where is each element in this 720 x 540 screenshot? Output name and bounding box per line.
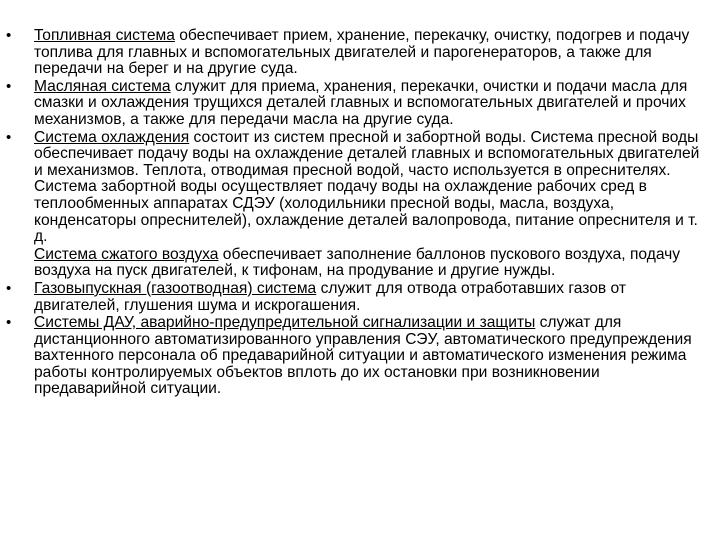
item-text: обеспечивает заполнение баллонов пускового воздуха, подачу воздуха на пуск двигателей, к тифонам, на продувание и другие нужды. [34,245,681,280]
bullet-marker: • [6,27,12,44]
bullet-marker: • [6,77,12,95]
item-text: служат для дистанционного автоматизированного управления СЭУ, автоматического предупреждения вахтенного персонала об предаварийной ситуации и автоматического изменения режима работы контролируемых объектов вплоть до их остановки при возникновении предаварийной ситуации. [34,314,692,398]
list-item-oil-system [0,79,698,129]
term-exhaust-system: Газовыпускная (газоотводная) система [34,279,317,297]
term-oil-system: Масляная система [34,77,171,95]
bullet-marker: • [6,128,12,146]
list-item-fuel-system [0,28,698,78]
list-item-cooling-system [0,130,698,246]
list-item-exhaust-system [0,281,698,314]
term-compressed-air-system: Система сжатого воздуха [34,245,219,263]
term-fuel-system: Топливная система [34,27,175,44]
list-item-control-systems [0,315,698,398]
item-text: обеспечивает прием, хранение, перекачку, очистку, подогрев и подачу топлива для главных и вспомогательных двигателей и парогенераторов, а также для передачи на берег и на другие суда. [34,27,690,78]
list-item-compressed-air-system [0,247,698,280]
item-text: служит для отвода отработавших газов от двигателей, глушения шума и искрогашения. [34,279,626,314]
bullet-marker: • [6,314,12,332]
bullet-list [0,28,698,398]
item-text: состоит из систем пресной и забортной воды. Система пресной воды обеспечивает подачу воды на охлаждение деталей главных и вспомогательных двигателей и механизмов. Теплота, отводимая пресной водой, часто используется в опреснителях. Система забортной воды осуществляет подачу воды на охлаждение рабочих сред в теплообменных аппаратах СДЭУ (холодильники пресной воды, масла, воздуха, конденсаторы опреснителей), охлаждение деталей валопровода, питание опреснителя и т. д. [34,128,700,246]
bullet-marker: • [6,279,12,297]
term-control-systems: Системы ДАУ, аварийно-предупредительной сигнализации и защиты [34,314,536,332]
term-cooling-system: Система охлаждения [34,128,190,146]
item-text: служит для приема, хранения, перекачки, очистки и подачи масла для смазки и охлаждения трущихся деталей главных и вспомогательных двигателей и прочих механизмов, а также для передачи масла на другие суда. [34,77,688,128]
